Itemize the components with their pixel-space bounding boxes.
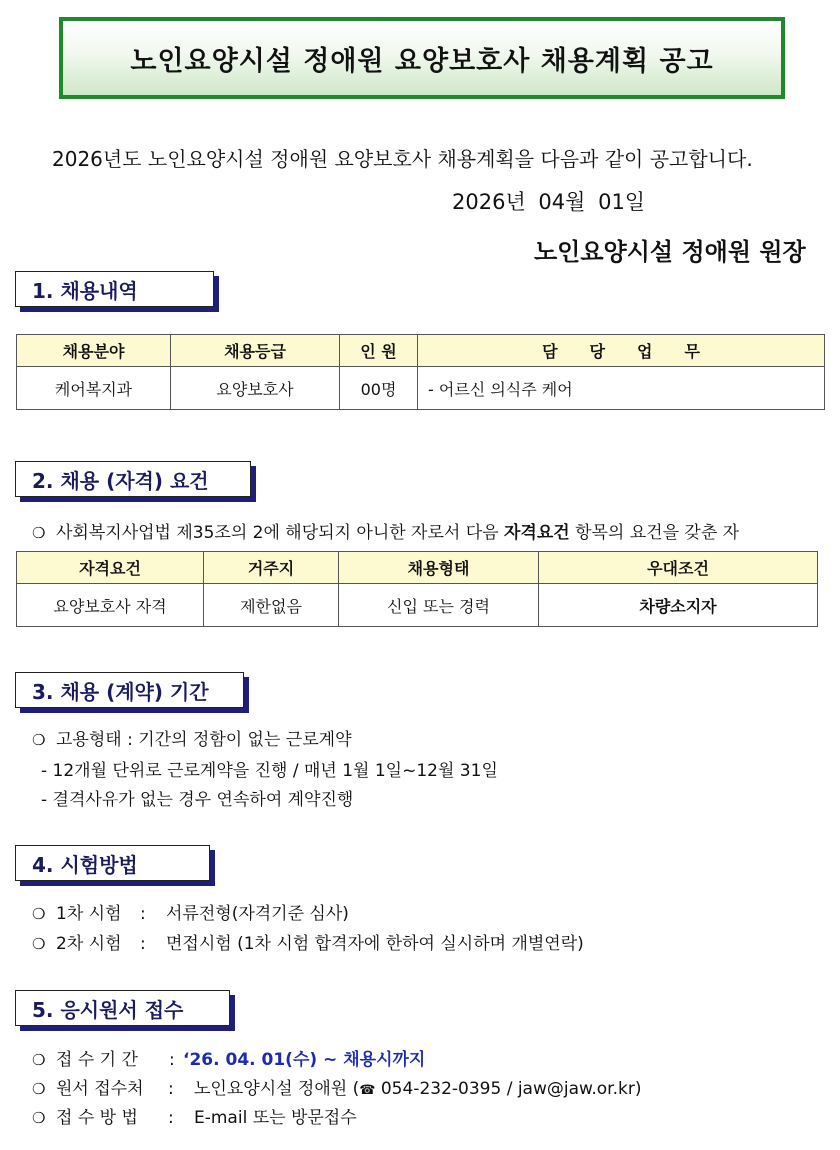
bullet-mark-icon: ❍ <box>32 731 46 749</box>
item-label: 접 수 방 법 <box>56 1108 138 1128</box>
section2-heading: 2. 채용 (자격) 요건 <box>15 461 251 497</box>
bullet-mark-icon: ❍ <box>32 1109 46 1127</box>
qualification-table <box>16 551 818 627</box>
table-header-row <box>17 335 825 367</box>
item-value: 면접시험 (1차 시험 합격자에 한하여 실시하며 개별연락) <box>166 934 584 954</box>
item-value: E-mail 또는 방문접수 <box>194 1108 357 1128</box>
item-label: 접 수 기 간 <box>56 1050 138 1070</box>
section3-bullet <box>32 725 352 750</box>
table-cell: 요양보호사 자격 <box>17 584 204 627</box>
section3-heading: 3. 채용 (계약) 기간 <box>15 672 244 708</box>
colon: : <box>168 1079 174 1099</box>
section5-period <box>32 1045 425 1070</box>
recruitment-table <box>16 334 825 410</box>
bullet-bold-text: 자격요건 <box>503 523 570 543</box>
page-title: 노인요양시설 정애원 요양보호사 채용계획 공고 <box>130 45 714 77</box>
table-header-cell: 자격요건 <box>17 552 204 584</box>
bullet-text: 항목의 요건을 갖춘 자 <box>569 523 740 543</box>
section1-heading: 1. 채용내역 <box>15 271 214 307</box>
table-header-cell: 우대조건 <box>539 552 818 584</box>
colon: : <box>169 1050 175 1070</box>
bullet-text: 사회복지사업법 제35조의 2에 해당되지 아니한 자로서 다음 <box>56 523 504 543</box>
table-header-cell: 거주지 <box>204 552 339 584</box>
colon: : <box>168 1108 174 1128</box>
period-value: ‘26. 04. 01(수) ~ 채용시까지 <box>183 1050 426 1070</box>
place-text: 노인요양시설 정애원 ( <box>194 1079 360 1099</box>
bullet-mark-icon: ❍ <box>32 1051 46 1069</box>
colon: : <box>140 934 146 954</box>
table-header-cell: 채용형태 <box>339 552 539 584</box>
section2-bullet <box>32 518 739 543</box>
item-label: 1차 시험 <box>56 904 122 924</box>
bullet-mark-icon: ❍ <box>32 1080 46 1098</box>
bullet-mark-icon: ❍ <box>32 905 46 923</box>
colon: : <box>140 904 146 924</box>
title-box <box>59 17 785 99</box>
table-cell: 요양보호사 <box>171 367 340 410</box>
announcement-date: 2026년 04월 01일 <box>452 190 646 214</box>
table-header-cell: 채용분야 <box>17 335 171 367</box>
table-header-row <box>17 552 818 584</box>
bullet-text: 고용형태 : 기간의 정함이 없는 근로계약 <box>56 730 352 750</box>
item-value: 서류전형(자격기준 심사) <box>166 904 349 924</box>
table-cell: 차량소지자 <box>539 584 818 627</box>
table-cell: - 어르신 의식주 케어 <box>418 367 825 410</box>
section4-item1 <box>32 899 349 924</box>
signature: 노인요양시설 정애원 원장 <box>534 238 806 266</box>
bullet-mark-icon: ❍ <box>32 935 46 953</box>
phone-icon: ☎ <box>359 1083 376 1098</box>
intro-text: 2026년도 노인요양시설 정애원 요양보호사 채용계획을 다음과 같이 공고합니다. <box>52 147 753 171</box>
section4-heading: 4. 시험방법 <box>15 845 210 881</box>
table-cell: 제한없음 <box>204 584 339 627</box>
item-label: 2차 시험 <box>56 934 122 954</box>
section5-place <box>32 1074 641 1099</box>
table-cell: 신입 또는 경력 <box>339 584 539 627</box>
table-cell: 케어복지과 <box>17 367 171 410</box>
place-text: 054-232-0395 / jaw@jaw.or.kr) <box>375 1079 642 1099</box>
section5-heading: 5. 응시원서 접수 <box>15 990 230 1026</box>
table-header-cell: 인 원 <box>340 335 418 367</box>
table-header-cell: 담 당 업 무 <box>418 335 825 367</box>
table-header-cell: 채용등급 <box>171 335 340 367</box>
item-label: 원서 접수처 <box>56 1079 144 1099</box>
table-row <box>17 367 825 410</box>
section3-sub2: - 결격사유가 없는 경우 연속하여 계약진행 <box>41 790 354 810</box>
table-cell: 00명 <box>340 367 418 410</box>
table-row <box>17 584 818 627</box>
section5-method <box>32 1103 357 1128</box>
bullet-mark-icon: ❍ <box>32 524 46 542</box>
section4-item2 <box>32 929 584 954</box>
section3-sub1: - 12개월 단위로 근로계약을 진행 / 매년 1월 1일~12월 31일 <box>41 761 498 781</box>
